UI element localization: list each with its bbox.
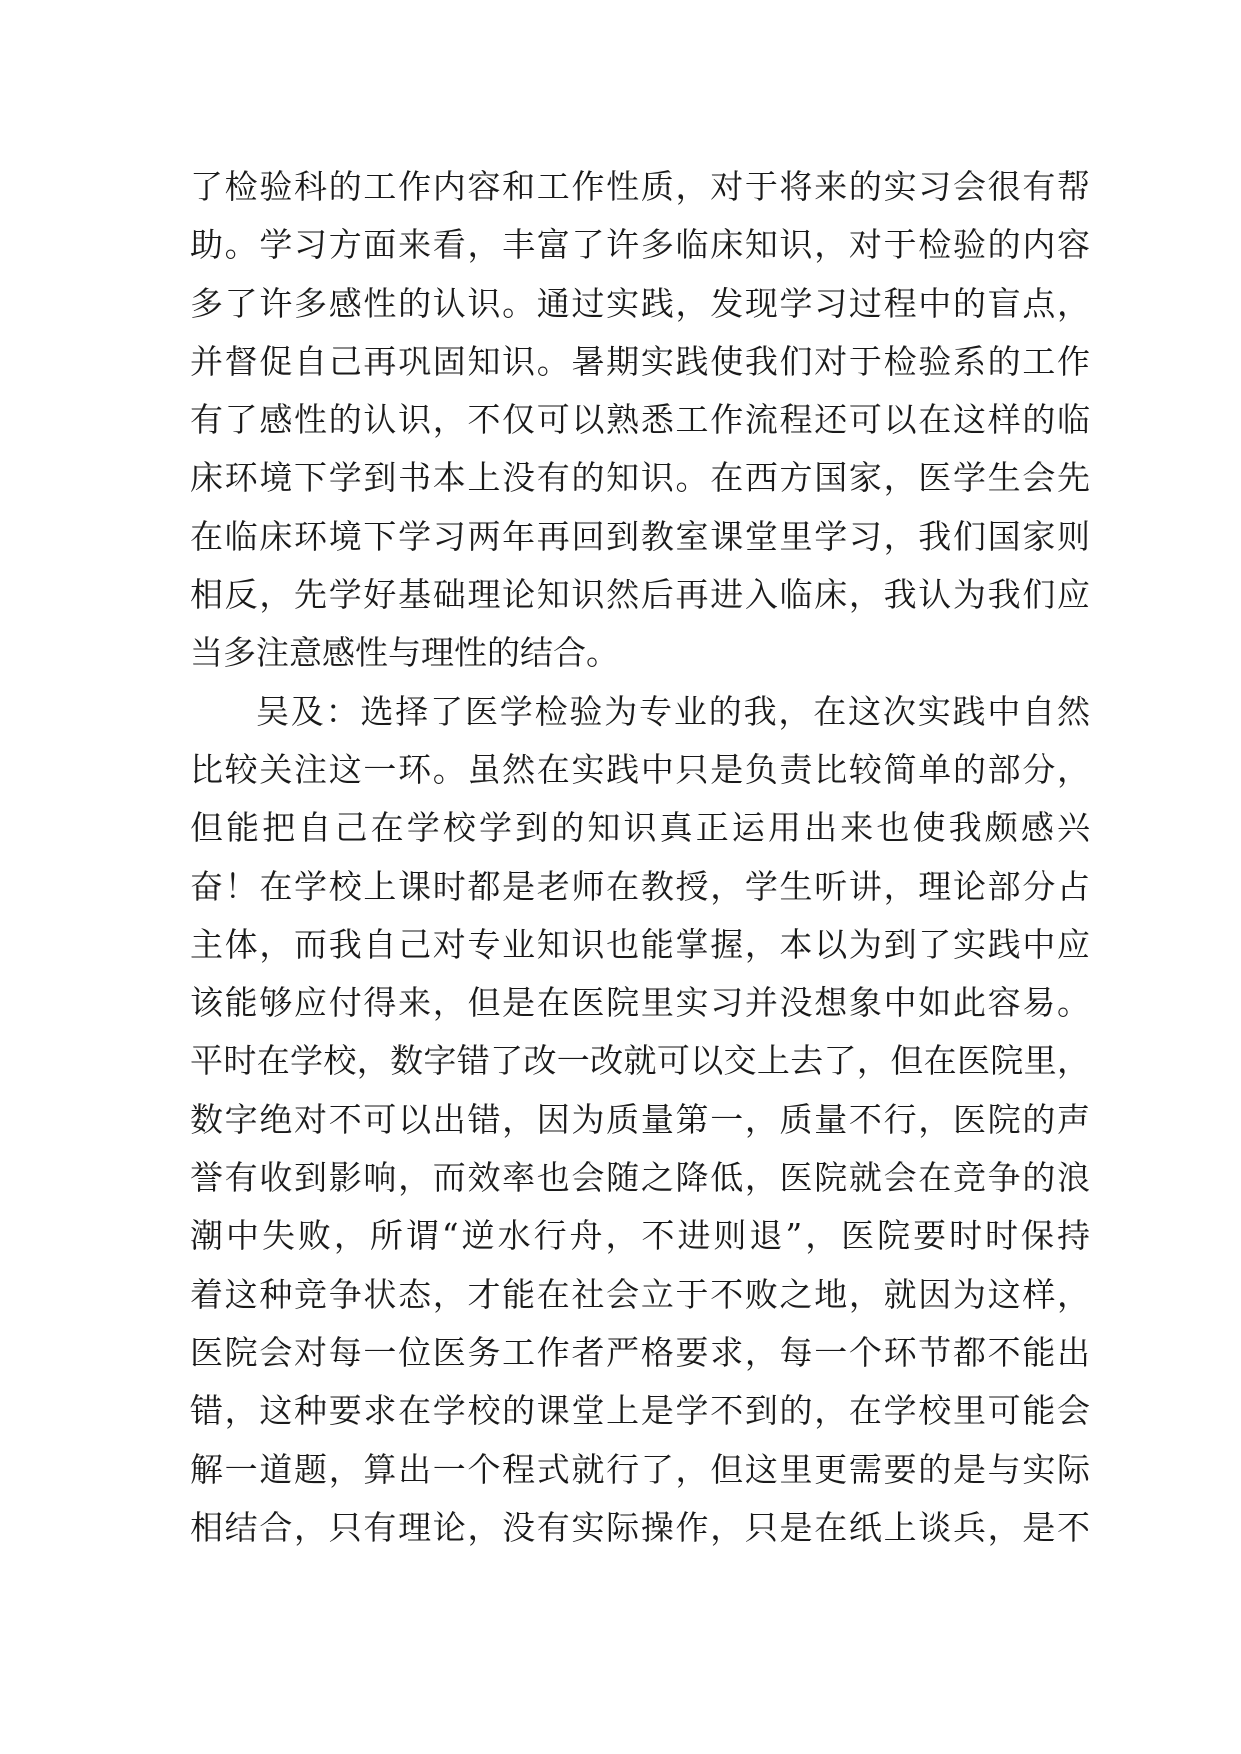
text-line: 但能把自己在学校学到的知识真正运用出来也使我颇感兴 [190, 808, 1090, 848]
text-line: 并督促自己再巩固知识。暑期实践使我们对于检验系的工作 [190, 341, 1090, 381]
text-line: 有了感性的认识，不仅可以熟悉工作流程还可以在这样的临 [190, 400, 1090, 440]
text-line: 平时在学校，数字错了改一改就可以交上去了，但在医院里， [190, 1041, 1090, 1081]
text-line: 了检验科的工作内容和工作性质，对于将来的实习会很有帮 [190, 167, 1090, 206]
text-line: 在临床环境下学习两年再回到教室课堂里学习，我们国家则 [190, 516, 1090, 556]
text-line: 相结合，只有理论，没有实际操作，只是在纸上谈兵，是不 [190, 1507, 1090, 1547]
text-line: 床环境下学到书本上没有的知识。在西方国家，医学生会先 [190, 458, 1090, 498]
text-line: 誉有收到影响，而效率也会随之降低，医院就会在竞争的浪 [190, 1158, 1090, 1198]
paragraph-first-line: 吴及：选择了医学检验为专业的我，在这次实践中自然 [256, 691, 1090, 731]
text-line: 助。学习方面来看，丰富了许多临床知识，对于检验的内容 [190, 225, 1090, 265]
text-line: 医院会对每一位医务工作者严格要求，每一个环节都不能出 [190, 1332, 1090, 1372]
text-line: 错，这种要求在学校的课堂上是学不到的，在学校里可能会 [190, 1391, 1090, 1431]
text-line: 多了许多感性的认识。通过实践，发现学习过程中的盲点， [190, 283, 1090, 323]
text-line: 奋！在学校上课时都是老师在教授，学生听讲，理论部分占 [190, 866, 1090, 906]
text-line: 数字绝对不可以出错，因为质量第一，质量不行，医院的声 [190, 1099, 1090, 1139]
text-line: 比较关注这一环。虽然在实践中只是负责比较简单的部分， [190, 749, 1090, 789]
body-text [190, 158, 1090, 1557]
text-line: 潮中失败，所谓“逆水行舟，不进则退”，医院要时时保持 [190, 1216, 1090, 1256]
text-line: 当多注意感性与理性的结合。 [190, 633, 619, 673]
text-line: 相反，先学好基础理论知识然后再进入临床，我认为我们应 [190, 575, 1090, 615]
text-line: 解一道题，算出一个程式就行了，但这里更需要的是与实际 [190, 1449, 1090, 1489]
text-line: 着这种竞争状态，才能在社会立于不败之地，就因为这样， [190, 1274, 1090, 1314]
text-line: 该能够应付得来，但是在医院里实习并没想象中如此容易。 [190, 983, 1090, 1023]
text-line: 主体，而我自己对专业知识也能掌握，本以为到了实践中应 [190, 924, 1090, 964]
